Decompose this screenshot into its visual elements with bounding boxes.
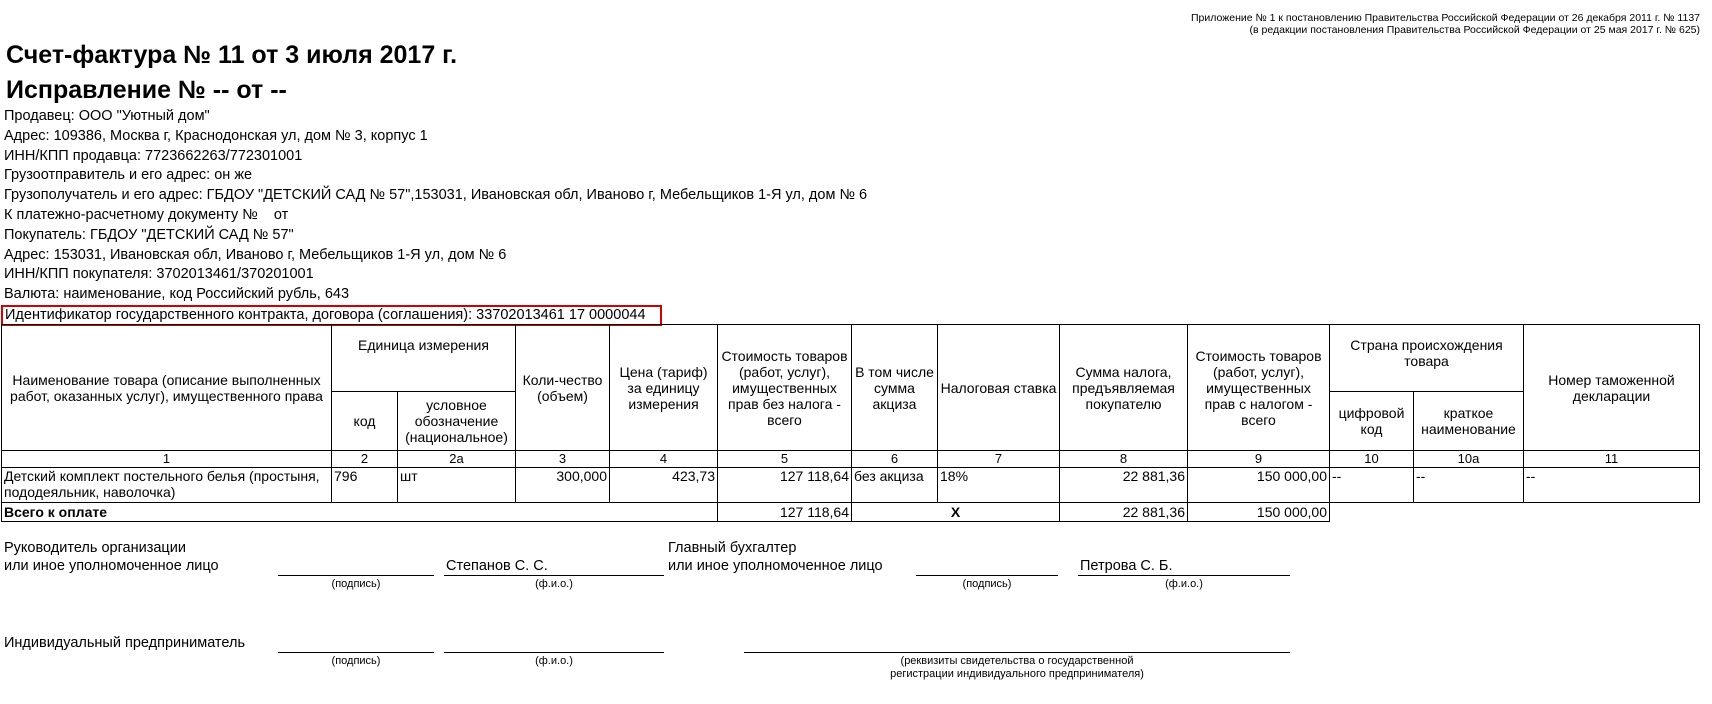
header-qty: Коли-чество (объем) bbox=[516, 325, 610, 451]
head-name: Степанов С. С. bbox=[446, 558, 548, 574]
accountant-label bbox=[668, 539, 883, 575]
ip-signature-line bbox=[278, 652, 434, 653]
invoice-table bbox=[1, 324, 1700, 522]
contract-id-line bbox=[4, 305, 867, 325]
header-excise: В том числе сумма акциза bbox=[852, 325, 938, 451]
total-label: Всего к оплате bbox=[2, 503, 718, 522]
col-number: 1 bbox=[2, 451, 332, 468]
table-header-row-1 bbox=[2, 325, 1700, 392]
item-unit-symbol: шт bbox=[398, 468, 516, 503]
buyer-address-line: Адрес: 153031, Ивановская обл, Иваново г, Мебельщиков 1-Я ул, дом № 6 bbox=[4, 246, 507, 263]
head-label-line-2: или иное уполномоченное лицо bbox=[4, 558, 219, 574]
col-number: 10а bbox=[1414, 451, 1524, 468]
ip-signature-caption: (подпись) bbox=[331, 655, 381, 667]
header-country-code: цифровой код bbox=[1330, 392, 1414, 451]
seller-address-line: Адрес: 109386, Москва г, Краснодонская ул, дом № 3, корпус 1 bbox=[4, 127, 428, 144]
invoice-header-info bbox=[4, 107, 867, 325]
ip-requisites-caption-line-1: (реквизиты свидетельства о государственной bbox=[900, 655, 1134, 667]
col-number: 2 bbox=[332, 451, 398, 468]
header-country: Страна происхождения товара bbox=[1330, 325, 1524, 392]
contract-id-highlight: Идентификатор государственного контракта, договора (соглашения): 33702013461 17 0000044 bbox=[1, 305, 662, 326]
item-tax-rate: 18% bbox=[938, 468, 1060, 503]
header-tax-sum: Сумма налога, предъявляемая покупателю bbox=[1060, 325, 1188, 451]
col-number: 7 bbox=[938, 451, 1060, 468]
consignee-line: Грузополучатель и его адрес: ГБДОУ "ДЕТСКИЙ САД № 57",153031, Ивановская обл, Иваново г, Мебельщиков 1-Я ул, дом № 6 bbox=[4, 187, 868, 204]
item-excise: без акциза bbox=[852, 468, 938, 503]
col-number: 3 bbox=[516, 451, 610, 468]
header-customs: Номер таможенной декларации bbox=[1524, 325, 1700, 451]
ip-fio-line bbox=[444, 652, 664, 653]
column-number-row bbox=[2, 451, 1700, 468]
head-signature-caption: (подпись) bbox=[331, 578, 381, 590]
invoice-title: Счет-фактура № 11 от 3 июля 2017 г. bbox=[6, 41, 458, 69]
total-excise-mark: X bbox=[852, 503, 1060, 522]
header-cost-no-tax: Стоимость товаров (работ, услуг), имущественных прав без налога - всего bbox=[718, 325, 852, 451]
buyer-line: Покупатель: ГБДОУ "ДЕТСКИЙ САД № 57" bbox=[4, 226, 294, 243]
ip-label: Индивидуальный предприниматель bbox=[4, 635, 246, 651]
seller-inn-line: ИНН/КПП продавца: 7723662263/772301001 bbox=[4, 147, 303, 164]
accountant-signature-caption: (подпись) bbox=[962, 578, 1012, 590]
total-row bbox=[2, 503, 1700, 522]
accountant-label-line-1: Главный бухгалтер bbox=[668, 540, 797, 556]
accountant-fio-line bbox=[1078, 575, 1290, 576]
item-unit-code: 796 bbox=[332, 468, 398, 503]
col-number: 11 bbox=[1524, 451, 1700, 468]
header-tax-rate: Налоговая ставка bbox=[938, 325, 1060, 451]
head-signature-line bbox=[278, 575, 434, 576]
head-fio-caption: (ф.и.о.) bbox=[535, 578, 573, 590]
item-price: 423,73 bbox=[610, 468, 718, 503]
accountant-label-line-2: или иное уполномоченное лицо bbox=[668, 558, 883, 574]
accountant-signature-line bbox=[916, 575, 1058, 576]
item-name: Детский комплект постельного белья (простыня, пододеяльник, наволочка) bbox=[2, 468, 332, 503]
head-label-line-1: Руководитель организации bbox=[4, 540, 186, 556]
item-country-name: -- bbox=[1414, 468, 1524, 503]
header-price: Цена (тариф) за единицу измерения bbox=[610, 325, 718, 451]
accountant-fio-caption: (ф.и.о.) bbox=[1165, 578, 1203, 590]
col-number: 4 bbox=[610, 451, 718, 468]
empty-cell bbox=[1330, 503, 1414, 522]
col-number: 8 bbox=[1060, 451, 1188, 468]
item-tax-sum: 22 881,36 bbox=[1060, 468, 1188, 503]
head-fio-line bbox=[444, 575, 664, 576]
empty-cell bbox=[1414, 503, 1524, 522]
correction-title: Исправление № -- от -- bbox=[6, 76, 287, 104]
ip-requisites-line bbox=[744, 652, 1290, 653]
item-cost-with-tax: 150 000,00 bbox=[1188, 468, 1330, 503]
header-cost-with-tax: Стоимость товаров (работ, услуг), имущественных прав с налогом - всего bbox=[1188, 325, 1330, 451]
col-number: 9 bbox=[1188, 451, 1330, 468]
appendix-line-1: Приложение № 1 к постановлению Правительства Российской Федерации от 26 декабря 2011 г. № 1137 bbox=[1190, 12, 1700, 24]
item-customs: -- bbox=[1524, 468, 1700, 503]
item-country-code: -- bbox=[1330, 468, 1414, 503]
item-cost-no-tax: 127 118,64 bbox=[718, 468, 852, 503]
header-unit: Единица измерения bbox=[332, 325, 516, 392]
currency-line: Валюта: наименование, код Российский рубль, 643 bbox=[4, 286, 350, 303]
total-cost-no-tax: 127 118,64 bbox=[718, 503, 852, 522]
head-label bbox=[4, 539, 219, 575]
appendix-line-2: (в редакции постановления Правительства Российской Федерации от 25 мая 2017 г. № 625) bbox=[1249, 24, 1700, 36]
empty-cell bbox=[1524, 503, 1700, 522]
item-qty: 300,000 bbox=[516, 468, 610, 503]
total-tax-sum: 22 881,36 bbox=[1060, 503, 1188, 522]
shipper-line: Грузоотправитель и его адрес: он же bbox=[4, 167, 253, 184]
accountant-name: Петрова С. Б. bbox=[1080, 558, 1173, 574]
ip-requisites-caption bbox=[744, 655, 1290, 681]
table-row bbox=[2, 468, 1700, 503]
payment-doc-line: К платежно-расчетному документу № от bbox=[4, 206, 289, 223]
col-number: 2а bbox=[398, 451, 516, 468]
buyer-inn-line: ИНН/КПП покупателя: 3702013461/370201001 bbox=[4, 266, 314, 283]
col-number: 5 bbox=[718, 451, 852, 468]
header-unit-symbol: условное обозначение (национальное) bbox=[398, 392, 516, 451]
ip-requisites-caption-line-2: регистрации индивидуального предпринимателя) bbox=[890, 668, 1144, 680]
appendix-note bbox=[900, 12, 1700, 36]
total-cost-with-tax: 150 000,00 bbox=[1188, 503, 1330, 522]
col-number: 10 bbox=[1330, 451, 1414, 468]
ip-fio-caption: (ф.и.о.) bbox=[535, 655, 573, 667]
header-unit-code: код bbox=[332, 392, 398, 451]
header-country-name: краткое наименование bbox=[1414, 392, 1524, 451]
seller-line: Продавец: ООО "Уютный дом" bbox=[4, 108, 210, 124]
header-name: Наименование товара (описание выполненных работ, оказанных услуг), имущественного права bbox=[2, 325, 332, 451]
col-number: 6 bbox=[852, 451, 938, 468]
